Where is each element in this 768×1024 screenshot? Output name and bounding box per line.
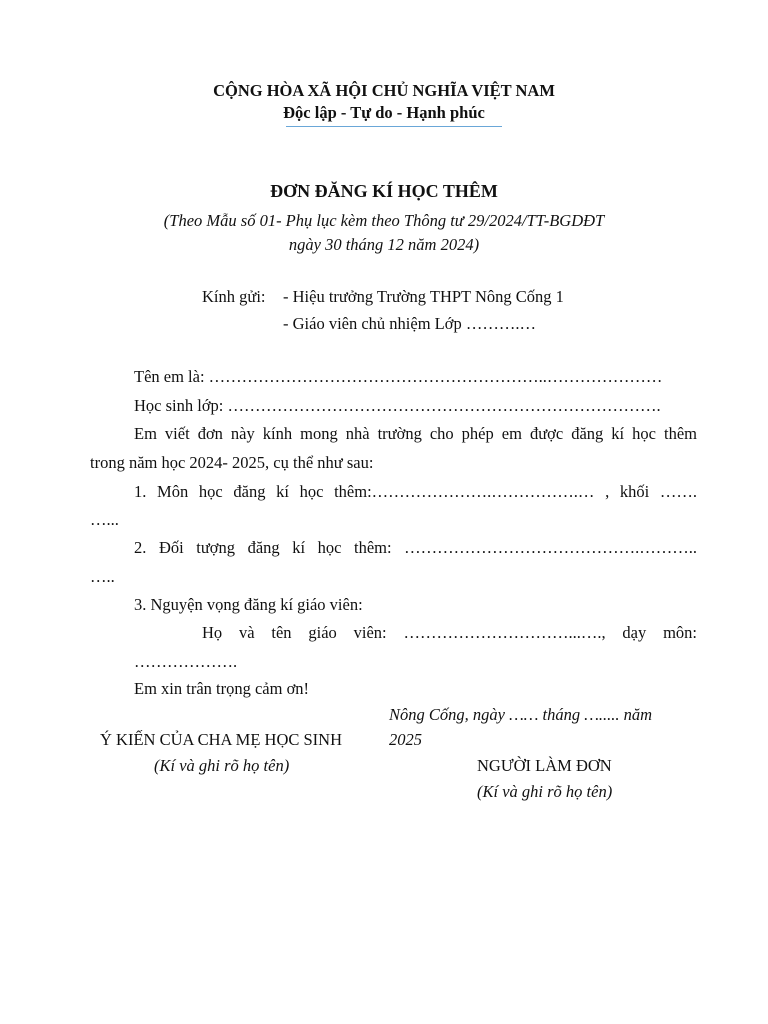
thanks-line: Em xin trân trọng cảm ơn! xyxy=(134,679,310,698)
recipient-label: Kính gửi: xyxy=(202,287,266,306)
applicant-signature-note: (Kí và ghi rõ họ tên) xyxy=(477,782,613,801)
subject-line: 1. Môn học đăng kí học thêm:………………….…………….… , khối ……. xyxy=(134,482,697,501)
place-date-line2: 2025 xyxy=(389,730,422,749)
recipient-principal: - Hiệu trưởng Trường THPT Nông Cống 1 xyxy=(283,287,564,306)
parent-signature-note: (Kí và ghi rõ họ tên) xyxy=(154,756,290,775)
form-subtitle-line2: ngày 30 tháng 12 năm 2024) xyxy=(288,235,480,254)
teacher-subject-line: ………………. xyxy=(134,652,238,671)
target-group-line-continued: ….. xyxy=(90,567,115,586)
recipient-homeroom-teacher: - Giáo viên chủ nhiệm Lớp ……….… xyxy=(283,314,536,333)
parent-opinion-title: Ý KIẾN CỦA CHA MẸ HỌC SINH xyxy=(100,730,343,749)
request-line-1: Em viết đơn này kính mong nhà trường cho phép em được đăng kí học thêm xyxy=(134,424,697,443)
place-date-line1: Nông Cống, ngày …… tháng …..... năm xyxy=(389,705,653,724)
student-class-line: Học sinh lớp: ……………………………………………………………………. xyxy=(134,396,661,415)
request-line-2: trong năm học 2024- 2025, cụ thể như sau: xyxy=(90,453,374,472)
country-heading: CỘNG HÒA XÃ HỘI CHỦ NGHĨA VIỆT NAM xyxy=(213,81,555,100)
motto-heading: Độc lập - Tự do - Hạnh phúc xyxy=(283,103,485,122)
applicant-title: NGƯỜI LÀM ĐƠN xyxy=(477,756,612,775)
form-subtitle-line1: (Theo Mẫu số 01- Phụ lục kèm theo Thông tư 29/2024/TT-BGDĐT xyxy=(163,211,605,230)
subject-line-continued: …... xyxy=(90,510,119,529)
motto-underline xyxy=(286,126,502,127)
target-group-line: 2. Đối tượng đăng kí học thêm: …………………………………….……….. xyxy=(134,538,697,557)
teacher-preference-heading: 3. Nguyện vọng đăng kí giáo viên: xyxy=(134,595,363,614)
form-title: ĐƠN ĐĂNG KÍ HỌC THÊM xyxy=(270,181,498,201)
teacher-name-line: Họ và tên giáo viên: …………………………...…., dạy môn: xyxy=(202,623,697,642)
student-name-line: Tên em là: ……………………………………………………..………………… xyxy=(134,367,663,386)
